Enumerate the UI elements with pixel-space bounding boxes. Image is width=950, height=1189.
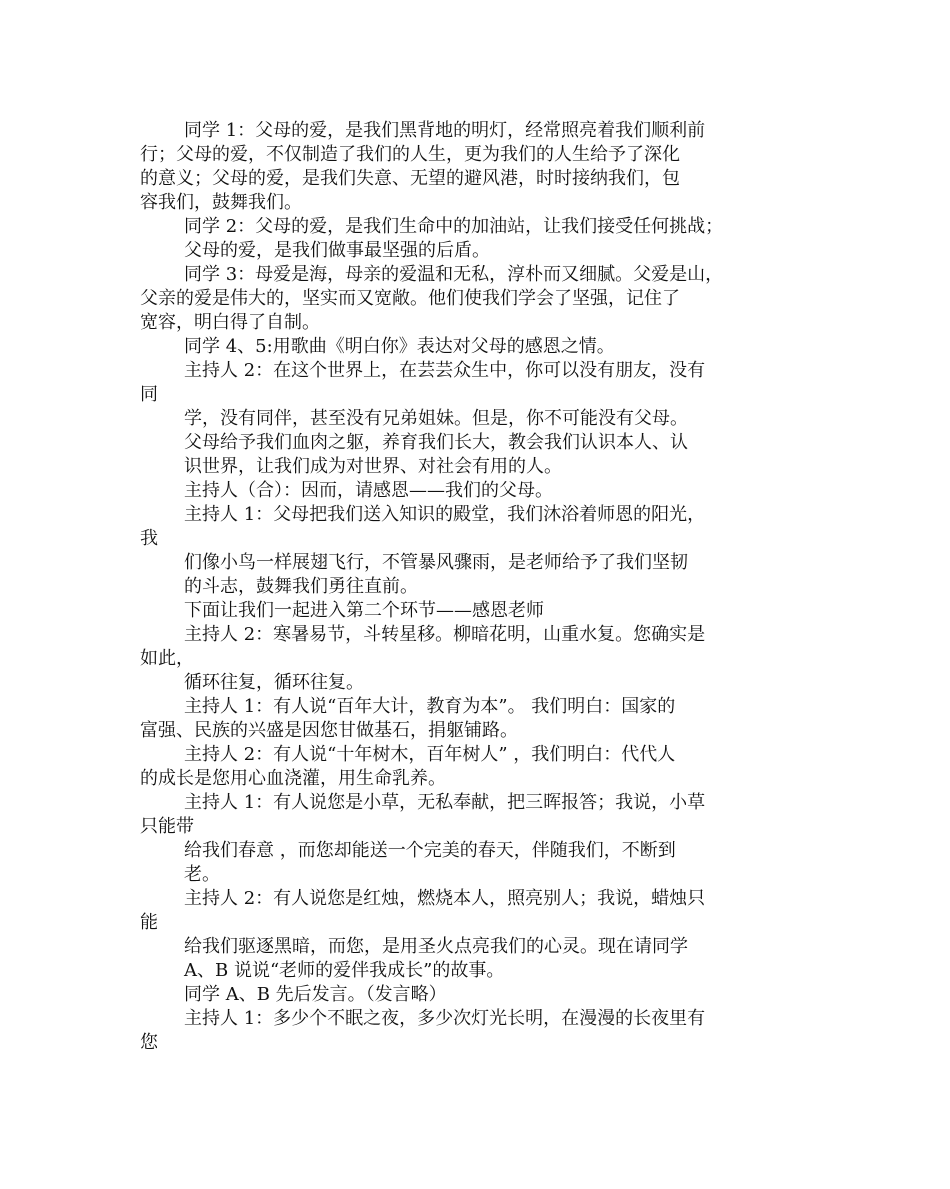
text-line: 您 [140, 1032, 158, 1053]
text-line: 老。 [184, 864, 220, 885]
text-line: 父母的爱，是我们做事最坚强的后盾。 [184, 240, 490, 261]
text-line: 主持人 2：有人说“十年树木，百年树人” ，我们明白：代代人 [184, 744, 676, 765]
text-line: 同学 1：父母的爱，是我们黑背地的明灯，经常照亮着我们顺利前 [184, 120, 706, 141]
text-line: 主持人 1：有人说“百年大计，教育为本”。 我们明白：国家的 [184, 696, 676, 717]
text-line: 循环往复，循环往复。 [184, 672, 364, 693]
text-line: 同学 4、5:用歌曲《明白你》表达对父母的感恩之情。 [184, 336, 615, 357]
text-line: 们像小鸟一样展翅飞行，不管暴风骤雨，是老师给予了我们坚韧 [184, 552, 688, 573]
text-line: 容我们，鼓舞我们。 [140, 192, 302, 213]
text-line: 同学 2：父母的爱，是我们生命中的加油站，让我们接受任何挑战； [184, 216, 724, 237]
text-line: 给我们春意 ，而您却能送一个完美的春天，伴随我们，不断到 [184, 840, 676, 861]
text-line: 主持人 2：有人说您是红烛，燃烧本人，照亮别人；我说，蜡烛只 [184, 888, 706, 909]
text-line: 能 [140, 912, 158, 933]
text-line: 宽容，明白得了自制。 [140, 312, 320, 333]
text-line: A、B 说说“老师的爱伴我成长”的故事。 [184, 960, 505, 981]
text-line: 下面让我们一起进入第二个环节——感恩老师 [184, 600, 544, 621]
text-line: 主持人（合）：因而，请感恩——我们的父母。 [184, 480, 553, 501]
text-line: 同 [140, 384, 158, 405]
text-line: 给我们驱逐黑暗，而您，是用圣火点亮我们的心灵。现在请同学 [184, 936, 688, 957]
text-line: 同学 A、B 先后发言。（发言略） [184, 984, 447, 1005]
text-line: 的斗志，鼓舞我们勇往直前。 [184, 576, 418, 597]
text-line: 只能带 [140, 816, 194, 837]
text-line: 主持人 2：在这个世界上，在芸芸众生中，你可以没有朋友，没有 [184, 360, 706, 381]
text-line: 主持人 2：寒暑易节，斗转星移。柳暗花明，山重水复。您确实是 [184, 624, 706, 645]
text-line: 父母给予我们血肉之躯，养育我们长大，教会我们认识本人、认 [184, 432, 688, 453]
text-line: 主持人 1：多少个不眠之夜，多少次灯光长明，在漫漫的长夜里有 [184, 1008, 706, 1029]
document-body [140, 119, 820, 1055]
text-line: 同学 3：母爱是海，母亲的爱温和无私，淳朴而又细腻。父爱是山， [184, 264, 724, 285]
text-line: 行；父母的爱，不仅制造了我们的人生，更为我们的人生给予了深化 [140, 144, 680, 165]
text-line: 识世界，让我们成为对世界、对社会有用的人。 [184, 456, 562, 477]
text-line: 我 [140, 528, 158, 549]
text-line: 富强、民族的兴盛是因您甘做基石，捐躯铺路。 [140, 720, 518, 741]
text-line: 主持人 1：有人说您是小草，无私奉献，把三晖报答；我说，小草 [184, 792, 706, 813]
text-line: 的成长是您用心血浇灌，用生命乳养。 [140, 768, 446, 789]
text-line: 主持人 1：父母把我们送入知识的殿堂，我们沐浴着师恩的阳光， [184, 504, 706, 525]
text-line: 父亲的爱是伟大的，坚实而又宽敞。他们使我们学会了坚强，记住了 [140, 288, 680, 309]
text-line: 学，没有同伴，甚至没有兄弟姐妹。但是，你不可能没有父母。 [184, 408, 688, 429]
text-line: 如此， [140, 648, 194, 669]
text-line: 的意义；父母的爱，是我们失意、无望的避风港，时时接纳我们，包 [140, 168, 680, 189]
